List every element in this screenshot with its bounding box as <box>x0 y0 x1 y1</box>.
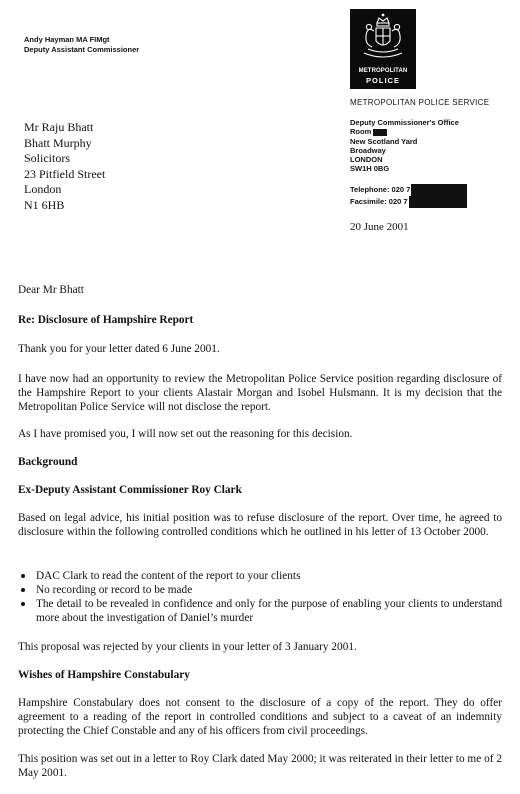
paragraph-5: This proposal was rejected by your clients in your letter of 3 January 2001. <box>18 641 357 653</box>
office-room-label: Room <box>350 127 372 137</box>
office-line-4: Broadway <box>350 145 386 155</box>
paragraph-6: Hampshire Constabulary does not consent to the disclosure of a copy of the report. They do offer agreement to a reading of the report in controlled conditions and subject to a caveat of an indemnity protecting the Chief Constable and any of his officers from civil proceedings. <box>18 697 502 737</box>
facsimile-line <box>350 196 467 208</box>
office-room <box>350 127 459 136</box>
recipient-name: Mr Raju Bhatt <box>24 120 94 134</box>
met-police-logo <box>350 9 416 89</box>
heading-clark: Ex-Deputy Assistant Commissioner Roy Clark <box>18 484 242 496</box>
telephone-line <box>350 184 467 196</box>
office-line-3: New Scotland Yard <box>350 136 418 146</box>
contact-numbers <box>350 184 467 208</box>
paragraph-3: As I have promised you, I will now set out the reasoning for this decision. <box>18 428 353 440</box>
org-name: METROPOLITAN POLICE SERVICE <box>350 98 490 107</box>
paragraph-2: I have now had an opportunity to review the Metropolitan Police Service position regarding disclosure of the Hampshire Report to your clients Alastair Morgan and Isobel Hulsmann. It is my decision that the Metropolitan Police Service will not disclose the report. <box>18 373 502 413</box>
office-line-5: LONDON <box>350 155 383 165</box>
office-line-6: SW1H 0BG <box>350 164 390 174</box>
paragraph-7: This position was set out in a letter to Roy Clark dated May 2000; it was reiterated in their letter to me of 2 May 2001. <box>18 753 502 779</box>
letter-date: 20 June 2001 <box>350 221 409 233</box>
sender-block <box>24 35 139 55</box>
recipient-street: 23 Pitfield Street <box>24 166 106 181</box>
bullet-text: No recording or record to be made <box>36 584 193 596</box>
recipient-address <box>24 120 105 214</box>
heading-background: Background <box>18 456 78 468</box>
facsimile-text: Facsimile: 020 7 <box>350 197 408 207</box>
bullet-icon <box>21 602 25 606</box>
bullet-icon <box>21 588 25 592</box>
office-line-1: Deputy Commissioner's Office <box>350 118 459 127</box>
crest-icon <box>350 9 416 67</box>
telephone-text: Telephone: 020 7 <box>350 185 411 194</box>
logo-line-1: METROPOLITAN <box>358 68 408 74</box>
bullet-icon <box>21 574 25 578</box>
redaction-box <box>411 184 467 196</box>
recipient-postcode: N1 6HB <box>24 197 65 212</box>
bullet-text: DAC Clark to read the content of the report to your clients <box>36 570 301 582</box>
redaction-box <box>373 129 387 136</box>
redaction-box <box>409 196 467 208</box>
recipient-city: London <box>24 182 62 197</box>
bullet-text: The detail to be revealed in confidence and only for the purpose of enabling your clients to understand more about the investigation of Daniel’s murder <box>36 598 502 624</box>
heading-hampshire: Wishes of Hampshire Constabulary <box>18 669 190 681</box>
sender-name: Andy Hayman MA FIMgt <box>24 35 110 44</box>
office-address <box>350 118 459 174</box>
logo-line-2: POLICE <box>366 76 400 85</box>
paragraph-1: Thank you for your letter dated 6 June 2001. <box>18 343 220 355</box>
recipient-firm: Bhatt Murphy <box>24 135 92 150</box>
recipient-role: Solicitors <box>24 151 71 166</box>
subject-line: Re: Disclosure of Hampshire Report <box>18 314 194 326</box>
paragraph-4: Based on legal advice, his initial position was to refuse disclosure of the report. Over time, he agreed to disclosure within the following controlled conditions which he outlined in his letter of 13 October 2000. <box>18 512 502 538</box>
sender-title: Deputy Assistant Commissioner <box>24 45 140 54</box>
salutation: Dear Mr Bhatt <box>18 284 84 296</box>
